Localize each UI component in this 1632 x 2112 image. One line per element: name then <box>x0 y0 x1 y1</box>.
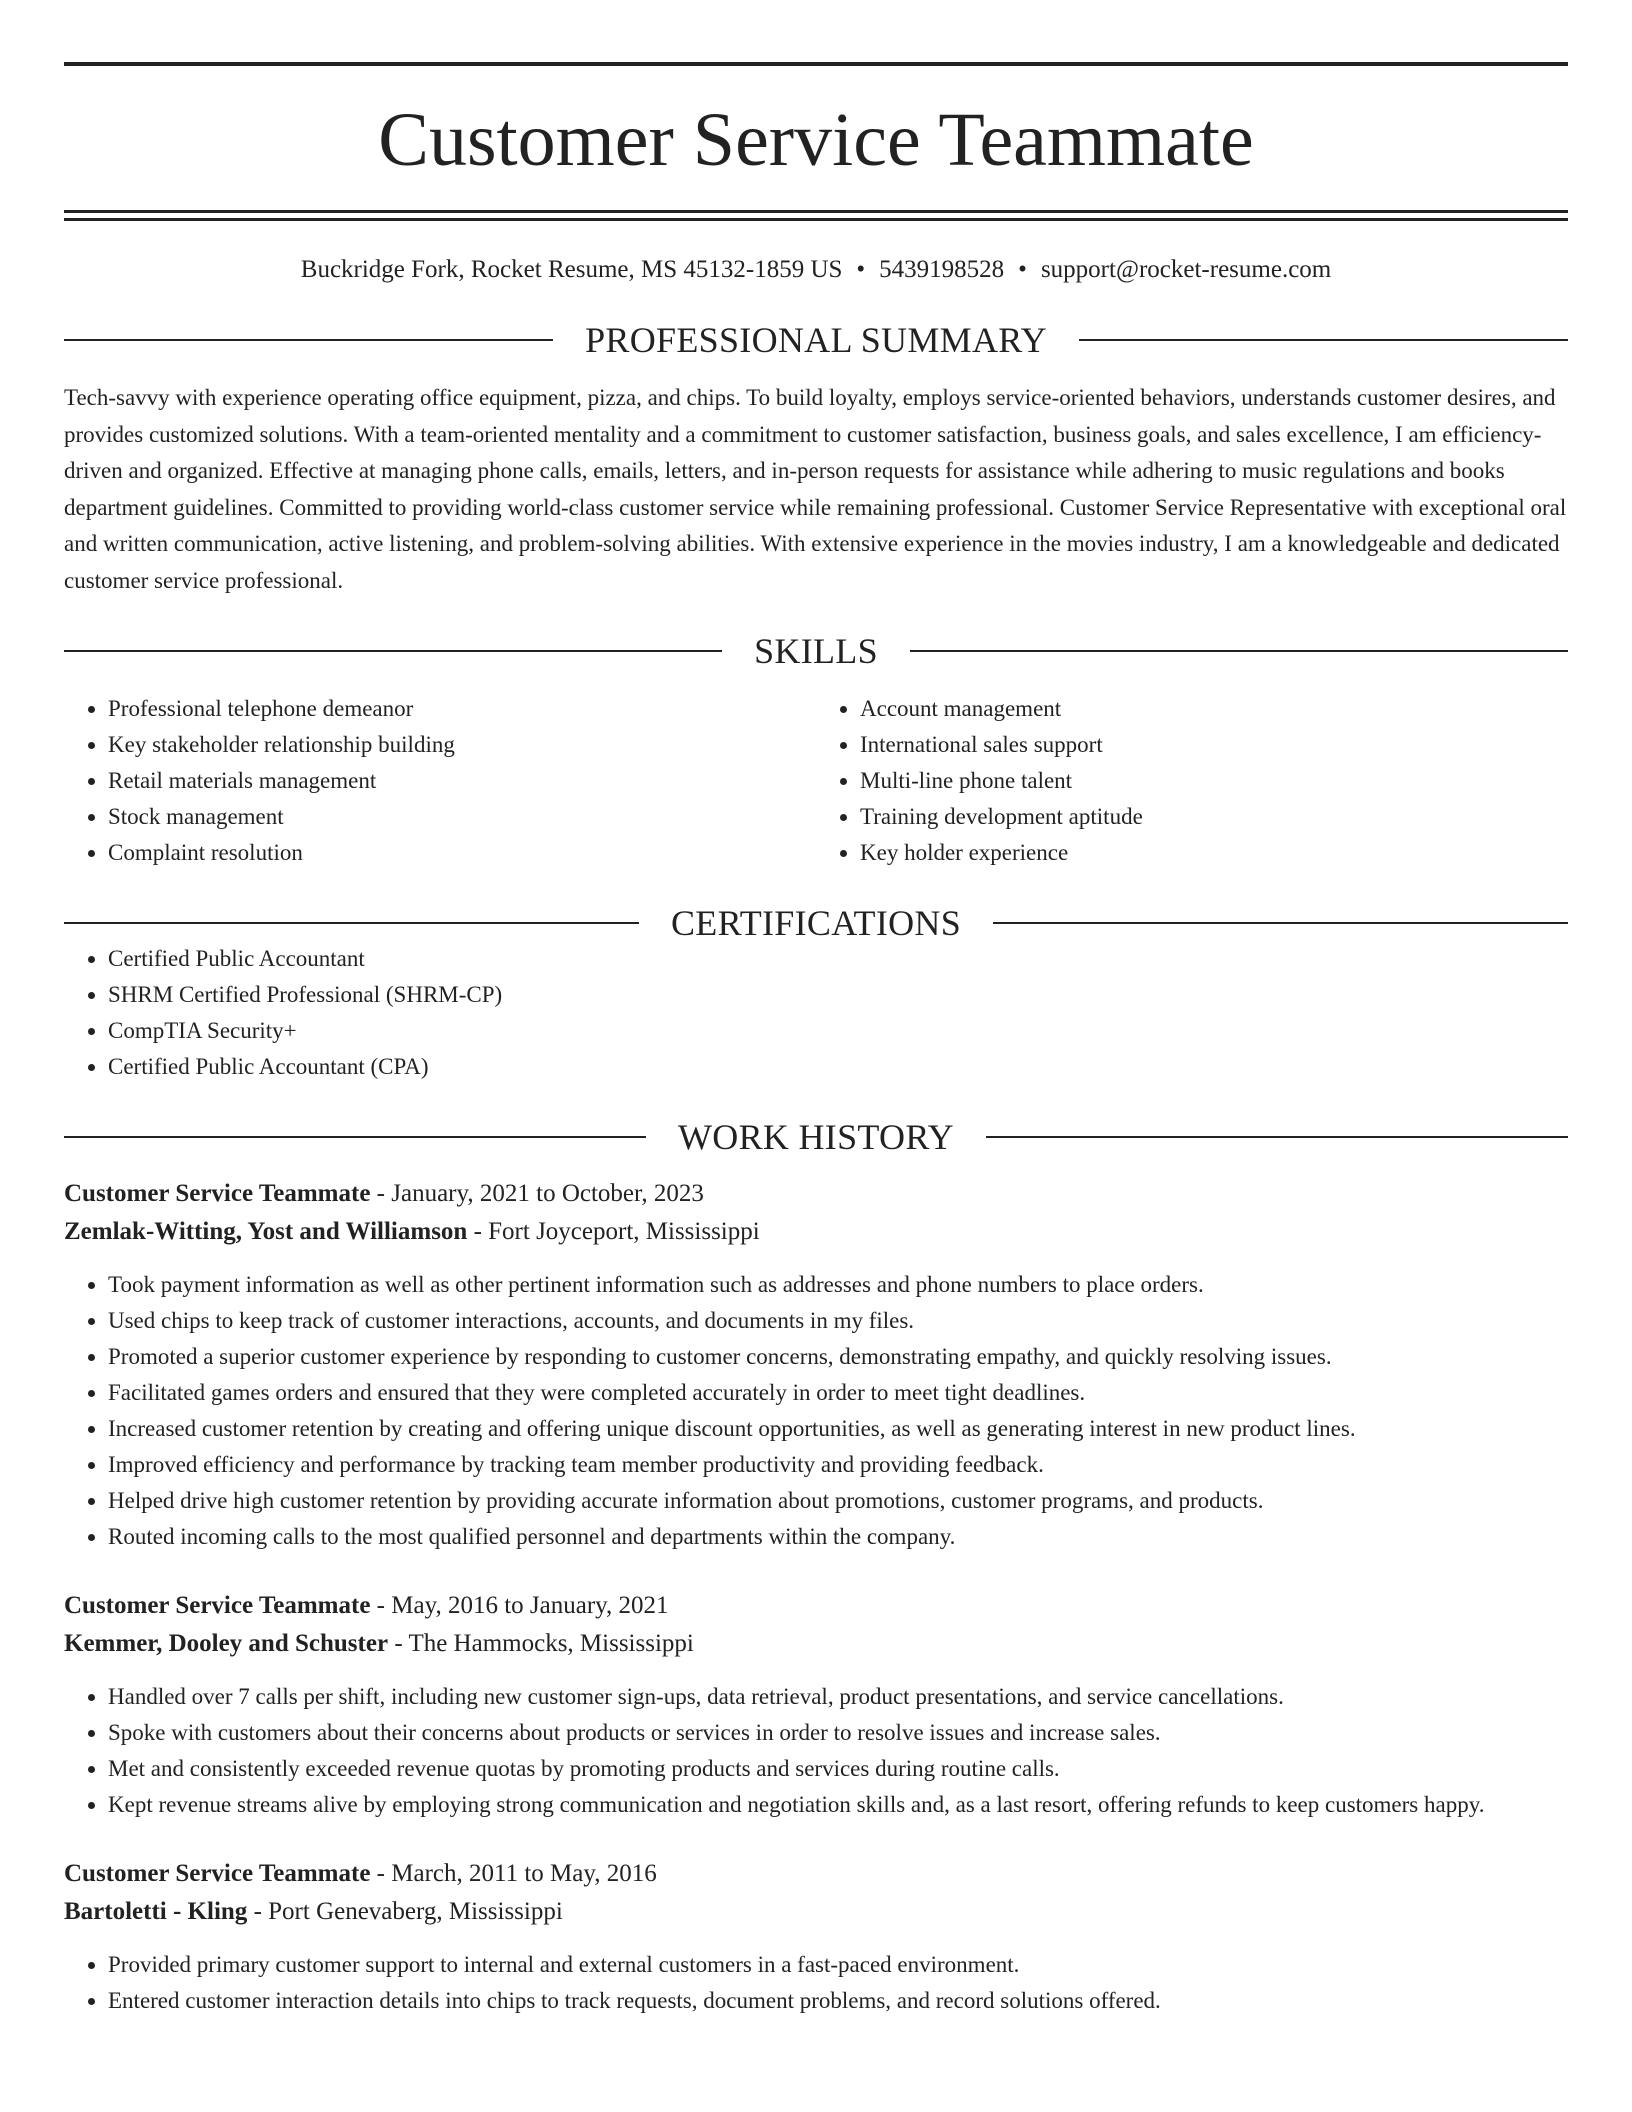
skill-item: • Key stakeholder relationship building <box>108 727 816 763</box>
job-entry <box>64 1855 1568 2019</box>
contact-phone: 5439198528 <box>879 256 1005 283</box>
job-bullet: • Provided primary customer support to internal and external customers in a fast-paced environment. <box>108 1947 1568 1983</box>
skill-item: • Retail materials management <box>108 763 816 799</box>
heading-rule <box>910 650 1568 652</box>
resume-title: Customer Service Teammate <box>378 98 1254 182</box>
section-heading-summary <box>64 322 1568 358</box>
job-bullet: • Facilitated games orders and ensured that they were completed accurately in order to meet tight deadlines. <box>108 1375 1568 1411</box>
job-location: Fort Joyceport, Mississippi <box>488 1218 760 1245</box>
contact-line <box>64 257 1568 282</box>
certification-item: • Certified Public Accountant (CPA) <box>108 1049 1568 1085</box>
skill-item: • Account management <box>860 691 1568 727</box>
job-bullet: • Used chips to keep track of customer interactions, accounts, and documents in my files. <box>108 1303 1568 1339</box>
job-bullet: • Increased customer retention by creating and offering unique discount opportunities, as well as generating interest in new product lines. <box>108 1411 1568 1447</box>
job-entry <box>64 1175 1568 1555</box>
job-title: Customer Service Teammate <box>64 1860 371 1887</box>
job-title-line: Customer Service Teammate - January, 2021 to October, 2023 <box>64 1180 704 1207</box>
section-title: CERTIFICATIONS <box>670 903 962 943</box>
contact-address: Buckridge Fork, Rocket Resume, MS 45132-1859 US <box>300 256 843 283</box>
section-heading-certifications <box>64 905 1568 941</box>
section-heading-skills <box>64 633 1568 669</box>
job-title: Customer Service Teammate <box>64 1592 371 1619</box>
job-company-line: Zemlak-Witting, Yost and Williamson - Fort Joyceport, Mississippi <box>64 1218 760 1245</box>
job-bullets <box>64 1267 1568 1555</box>
skill-item: • Training development aptitude <box>860 799 1568 835</box>
skill-item: • International sales support <box>860 727 1568 763</box>
job-bullet: • Spoke with customers about their concerns about products or services in order to resolve issues and increase sales. <box>108 1715 1568 1751</box>
contact-email: support@rocket-resume.com <box>1040 256 1332 283</box>
skills-columns <box>64 691 1568 871</box>
section-title: PROFESSIONAL SUMMARY <box>585 320 1047 360</box>
skill-item: • Complaint resolution <box>108 835 816 871</box>
certification-item: • SHRM Certified Professional (SHRM-CP) <box>108 977 1568 1013</box>
job-company-line: Kemmer, Dooley and Schuster - The Hammocks, Mississippi <box>64 1630 694 1657</box>
job-bullet: • Routed incoming calls to the most qualified personnel and departments within the company. <box>108 1519 1568 1555</box>
job-bullet: • Kept revenue streams alive by employing strong communication and negotiation skills and, as a last resort, offering refunds to keep customers happy. <box>108 1787 1568 1823</box>
job-company: Bartoletti - Kling <box>64 1898 248 1925</box>
skill-item: • Professional telephone demeanor <box>108 691 816 727</box>
job-dates: May, 2016 to January, 2021 <box>391 1592 669 1619</box>
job-bullets <box>64 1679 1568 1823</box>
certifications-list <box>64 941 1568 1085</box>
job-bullet: • Handled over 7 calls per shift, including new customer sign-ups, data retrieval, product presentations, and service cancellations. <box>108 1679 1568 1715</box>
skills-list-left <box>64 691 816 871</box>
job-bullet: • Took payment information as well as other pertinent information such as addresses and phone numbers to place orders. <box>108 1267 1568 1303</box>
top-rule <box>64 62 1568 66</box>
job-bullet: • Entered customer interaction details into chips to track requests, document problems, and record solutions offered. <box>108 1983 1568 2019</box>
certification-item: • Certified Public Accountant <box>108 941 1568 977</box>
heading-rule <box>64 650 722 652</box>
heading-rule <box>986 1136 1568 1138</box>
job-entry <box>64 1587 1568 1823</box>
job-location: Port Genevaberg, Mississippi <box>268 1898 563 1925</box>
skill-item: • Stock management <box>108 799 816 835</box>
job-bullets <box>64 1947 1568 2019</box>
section-title: WORK HISTORY <box>678 1117 954 1157</box>
skills-list-right <box>816 691 1568 871</box>
job-bullet: • Promoted a superior customer experience by responding to customer concerns, demonstrating empathy, and quickly resolving issues. <box>108 1339 1568 1375</box>
certification-item: • CompTIA Security+ <box>108 1013 1568 1049</box>
skill-item: • Multi-line phone talent <box>860 763 1568 799</box>
contact-separator: • <box>856 256 866 283</box>
heading-rule <box>64 1136 646 1138</box>
contact-separator: • <box>1018 256 1027 283</box>
skill-item: • Key holder experience <box>860 835 1568 871</box>
title-double-rule <box>64 210 1568 221</box>
job-bullet: • Helped drive high customer retention by providing accurate information about promotions, customer programs, and products. <box>108 1483 1568 1519</box>
job-company: Zemlak-Witting, Yost and Williamson <box>64 1218 468 1245</box>
job-title: Customer Service Teammate <box>64 1180 371 1207</box>
job-title-line: Customer Service Teammate - March, 2011 to May, 2016 <box>64 1860 657 1887</box>
section-heading-work-history <box>64 1119 1568 1155</box>
job-location: The Hammocks, Mississippi <box>408 1630 694 1657</box>
heading-rule <box>64 922 639 924</box>
job-dates: January, 2021 to October, 2023 <box>391 1180 704 1207</box>
section-title: SKILLS <box>754 631 878 671</box>
job-title-line: Customer Service Teammate - May, 2016 to January, 2021 <box>64 1592 669 1619</box>
heading-rule <box>993 922 1568 924</box>
summary-text: Tech-savvy with experience operating office equipment, pizza, and chips. To build loyalty, employs service-oriented behaviors, understands customer desires, and provides customized solutions. With a team-oriented mentality and a commitment to customer satisfaction, business goals, and sales excellence, I am efficiency-driven and organized. Effective at managing phone calls, emails, letters, and in-person requests for assistance while adhering to music regulations and books department guidelines. Committed to providing world-class customer service while remaining professional. Customer Service Representative with exceptional oral and written communication, active listening, and problem-solving abilities. With extensive experience in the movies industry, I am a knowledgeable and dedicated customer service professional. <box>64 385 1567 593</box>
job-bullet: • Met and consistently exceeded revenue quotas by promoting products and services during routine calls. <box>108 1751 1568 1787</box>
heading-rule <box>1079 339 1568 341</box>
job-company-line: Bartoletti - Kling - Port Genevaberg, Mississippi <box>64 1898 563 1925</box>
heading-rule <box>64 339 553 341</box>
job-company: Kemmer, Dooley and Schuster <box>64 1630 389 1657</box>
job-bullet: • Improved efficiency and performance by tracking team member productivity and providing feedback. <box>108 1447 1568 1483</box>
job-dates: March, 2011 to May, 2016 <box>391 1860 657 1887</box>
